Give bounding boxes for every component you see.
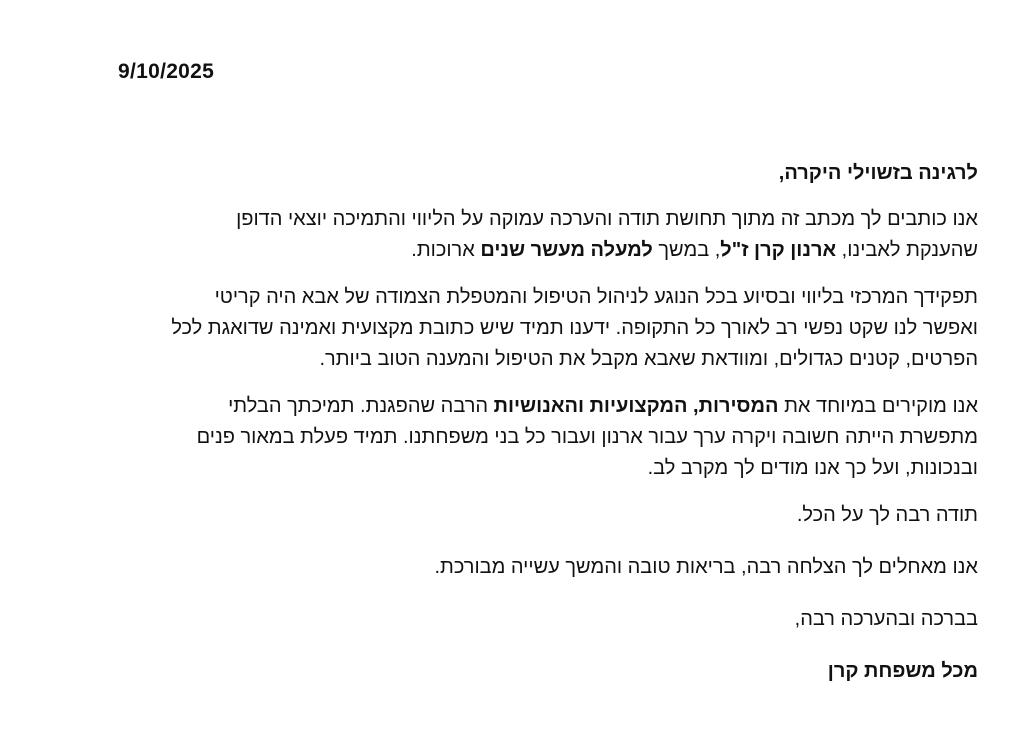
paragraph-text: , במשך [652,239,721,261]
thanks-line: תודה רבה לך על הכל. [796,504,978,526]
paragraph-appreciation [38,391,978,484]
paragraph-role [38,282,978,375]
greeting-line: לרגינה בזשוילי היקרה, [778,162,978,184]
duration-highlight: למעלה מעשר שנים [480,239,653,261]
paragraph-text: שהענקת לאבינו, [836,239,978,261]
paragraph-text: הרבה שהפגנת. תמיכתך הבלתי [228,395,494,417]
paragraph-line: ובנכונות, ועל כך אנו מודים לך מקרב לב. [647,457,978,479]
paragraph-line: ואפשר לנו שקט נפשי רב לאורך כל התקופה. ידענו תמיד שיש כתובת מקצועית ואמינה שדואגת לכל [171,317,978,339]
letter-date: 9/10/2025 [118,60,215,83]
signature-line: מכל משפחת קרן [827,660,978,682]
paragraph-line: תפקידך המרכזי בליווי ובסיוע בכל הנוגע לניהול הטיפול והמטפלת הצמודה של אבא היה קריטי [214,286,978,308]
paragraph-line: מתפשרת הייתה חשובה ויקרה ערך עבור ארנון ועבור כל בני משפחתנו. תמיד פעלת במאור פנים [196,426,978,448]
wishes-line: אנו מאחלים לך הצלחה רבה, בריאות טובה והמשך עשייה מבורכת. [434,556,978,578]
paragraph-text: ארוכות. [411,239,481,261]
letter-body [38,158,978,687]
paragraph-line: הפרטים, קטנים כגדולים, ומוודאת שאבא מקבל את הטיפול והמענה הטוב ביותר. [319,348,978,370]
qualities-highlight: המסירות, המקצועיות והאנושיות [493,395,779,417]
closing-line: בברכה ובהערכה רבה, [794,608,978,630]
paragraph-text: אנו מוקירים במיוחד את [778,395,978,417]
paragraph-line: אנו כותבים לך מכתב זה מתוך תחושת תודה והערכה עמוקה על הליווי והתמיכה יוצאי הדופן [236,208,978,230]
father-name: ארנון קרן ז"ל [720,239,837,261]
paragraph-gratitude [38,204,978,266]
